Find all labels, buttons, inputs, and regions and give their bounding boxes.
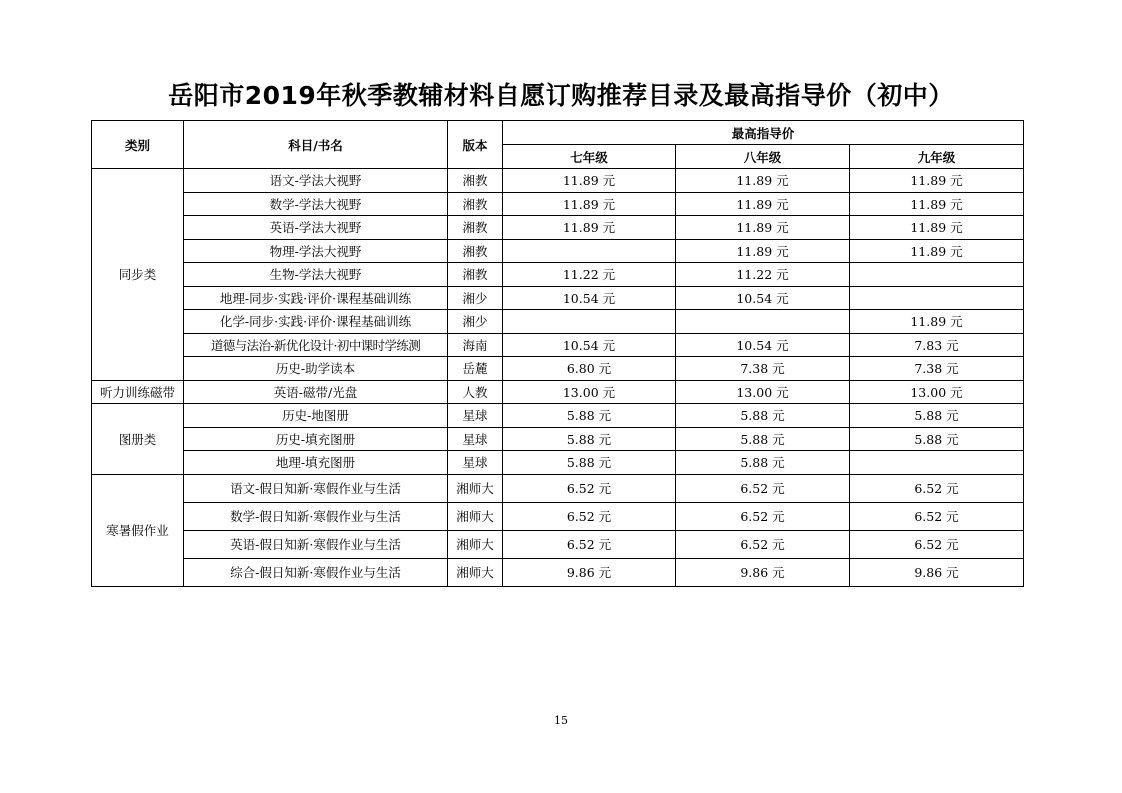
header-subject: 科目/书名 <box>184 121 448 169</box>
table-row <box>92 530 1024 558</box>
category-cell: 听力训练磁带 <box>92 380 184 404</box>
subject-cell: 地理-同步·实践·评价·课程基础训练 <box>184 286 448 310</box>
table-row <box>92 192 1024 216</box>
grade8-price-cell <box>676 310 850 334</box>
grade7-price-cell: 5.88 元 <box>503 427 676 451</box>
grade7-price-cell: 11.89 元 <box>503 216 676 240</box>
grade9-price-cell: 6.52 元 <box>850 502 1024 530</box>
grade8-price-cell: 11.89 元 <box>676 192 850 216</box>
grade7-price-cell: 13.00 元 <box>503 380 676 404</box>
subject-cell: 历史-填充图册 <box>184 427 448 451</box>
edition-cell: 海南 <box>448 333 503 357</box>
edition-cell: 湘教 <box>448 239 503 263</box>
edition-cell: 岳麓 <box>448 357 503 381</box>
grade9-price-cell: 11.89 元 <box>850 192 1024 216</box>
grade9-price-cell: 5.88 元 <box>850 427 1024 451</box>
subject-cell: 道德与法治-新优化设计·初中课时学练测 <box>184 333 448 357</box>
grade8-price-cell: 7.38 元 <box>676 357 850 381</box>
category-cell: 图册类 <box>92 404 184 475</box>
edition-cell: 湘师大 <box>448 502 503 530</box>
price-catalog-table <box>91 120 1024 587</box>
grade9-price-cell: 6.52 元 <box>850 474 1024 502</box>
grade8-price-cell: 5.88 元 <box>676 404 850 428</box>
catalog-body <box>92 169 1024 587</box>
table-row <box>92 310 1024 334</box>
table-row <box>92 380 1024 404</box>
edition-cell: 湘教 <box>448 216 503 240</box>
grade7-price-cell: 10.54 元 <box>503 333 676 357</box>
grade8-price-cell: 5.88 元 <box>676 451 850 475</box>
table-row <box>92 404 1024 428</box>
table-row <box>92 427 1024 451</box>
header-row-top <box>92 121 1024 145</box>
subject-cell: 英语-学法大视野 <box>184 216 448 240</box>
grade7-price-cell: 6.52 元 <box>503 530 676 558</box>
grade7-price-cell: 5.88 元 <box>503 404 676 428</box>
subject-cell: 语文-假日知新·寒假作业与生活 <box>184 474 448 502</box>
grade9-price-cell <box>850 286 1024 310</box>
grade9-price-cell <box>850 451 1024 475</box>
grade8-price-cell: 6.52 元 <box>676 474 850 502</box>
grade7-price-cell: 6.52 元 <box>503 502 676 530</box>
subject-cell: 历史-助学读本 <box>184 357 448 381</box>
subject-cell: 数学-假日知新·寒假作业与生活 <box>184 502 448 530</box>
edition-cell: 湘少 <box>448 286 503 310</box>
grade9-price-cell: 11.89 元 <box>850 216 1024 240</box>
grade7-price-cell: 6.80 元 <box>503 357 676 381</box>
grade8-price-cell: 9.86 元 <box>676 558 850 586</box>
subject-cell: 英语-磁带/光盘 <box>184 380 448 404</box>
subject-cell: 语文-学法大视野 <box>184 169 448 193</box>
table-row <box>92 286 1024 310</box>
header-grade9: 九年级 <box>850 145 1024 169</box>
subject-cell: 物理-学法大视野 <box>184 239 448 263</box>
table-row <box>92 333 1024 357</box>
header-grade8: 八年级 <box>676 145 850 169</box>
subject-cell: 地理-填充图册 <box>184 451 448 475</box>
grade9-price-cell: 7.83 元 <box>850 333 1024 357</box>
grade7-price-cell: 11.89 元 <box>503 192 676 216</box>
table-row <box>92 558 1024 586</box>
grade9-price-cell: 5.88 元 <box>850 404 1024 428</box>
grade9-price-cell: 11.89 元 <box>850 169 1024 193</box>
grade8-price-cell: 10.54 元 <box>676 286 850 310</box>
grade7-price-cell: 11.22 元 <box>503 263 676 287</box>
grade9-price-cell: 6.52 元 <box>850 530 1024 558</box>
page-number: 15 <box>554 714 568 727</box>
table-row <box>92 239 1024 263</box>
edition-cell: 湘师大 <box>448 474 503 502</box>
grade9-price-cell: 13.00 元 <box>850 380 1024 404</box>
grade9-price-cell: 11.89 元 <box>850 310 1024 334</box>
edition-cell: 湘教 <box>448 263 503 287</box>
edition-cell: 湘少 <box>448 310 503 334</box>
subject-cell: 化学-同步·实践·评价·课程基础训练 <box>184 310 448 334</box>
table-row <box>92 216 1024 240</box>
category-cell: 同步类 <box>92 169 184 381</box>
edition-cell: 星球 <box>448 427 503 451</box>
grade7-price-cell: 9.86 元 <box>503 558 676 586</box>
grade7-price-cell: 10.54 元 <box>503 286 676 310</box>
grade8-price-cell: 11.89 元 <box>676 169 850 193</box>
grade7-price-cell: 5.88 元 <box>503 451 676 475</box>
grade8-price-cell: 5.88 元 <box>676 427 850 451</box>
subject-cell: 英语-假日知新·寒假作业与生活 <box>184 530 448 558</box>
grade8-price-cell: 11.89 元 <box>676 216 850 240</box>
subject-cell: 生物-学法大视野 <box>184 263 448 287</box>
grade7-price-cell: 6.52 元 <box>503 474 676 502</box>
grade8-price-cell: 11.22 元 <box>676 263 850 287</box>
edition-cell: 湘教 <box>448 169 503 193</box>
table-row <box>92 502 1024 530</box>
grade8-price-cell: 11.89 元 <box>676 239 850 263</box>
edition-cell: 湘教 <box>448 192 503 216</box>
grade9-price-cell <box>850 263 1024 287</box>
grade7-price-cell: 11.89 元 <box>503 169 676 193</box>
edition-cell: 湘师大 <box>448 558 503 586</box>
header-edition: 版本 <box>448 121 503 169</box>
table-row <box>92 263 1024 287</box>
grade9-price-cell: 11.89 元 <box>850 239 1024 263</box>
edition-cell: 星球 <box>448 404 503 428</box>
subject-cell: 历史-地图册 <box>184 404 448 428</box>
header-grade7: 七年级 <box>503 145 676 169</box>
edition-cell: 湘师大 <box>448 530 503 558</box>
table-row <box>92 451 1024 475</box>
grade7-price-cell <box>503 239 676 263</box>
edition-cell: 人教 <box>448 380 503 404</box>
grade9-price-cell: 7.38 元 <box>850 357 1024 381</box>
grade8-price-cell: 10.54 元 <box>676 333 850 357</box>
grade8-price-cell: 13.00 元 <box>676 380 850 404</box>
grade8-price-cell: 6.52 元 <box>676 502 850 530</box>
table-row <box>92 474 1024 502</box>
edition-cell: 星球 <box>448 451 503 475</box>
grade9-price-cell: 9.86 元 <box>850 558 1024 586</box>
subject-cell: 数学-学法大视野 <box>184 192 448 216</box>
table-row <box>92 169 1024 193</box>
category-cell: 寒暑假作业 <box>92 474 184 586</box>
grade8-price-cell: 6.52 元 <box>676 530 850 558</box>
table-row <box>92 357 1024 381</box>
subject-cell: 综合-假日知新·寒假作业与生活 <box>184 558 448 586</box>
grade7-price-cell <box>503 310 676 334</box>
header-max-price: 最高指导价 <box>503 121 1024 145</box>
header-category: 类别 <box>92 121 184 169</box>
page-title: 岳阳市2019年秋季教辅材料自愿订购推荐目录及最高指导价（初中） <box>168 81 954 110</box>
